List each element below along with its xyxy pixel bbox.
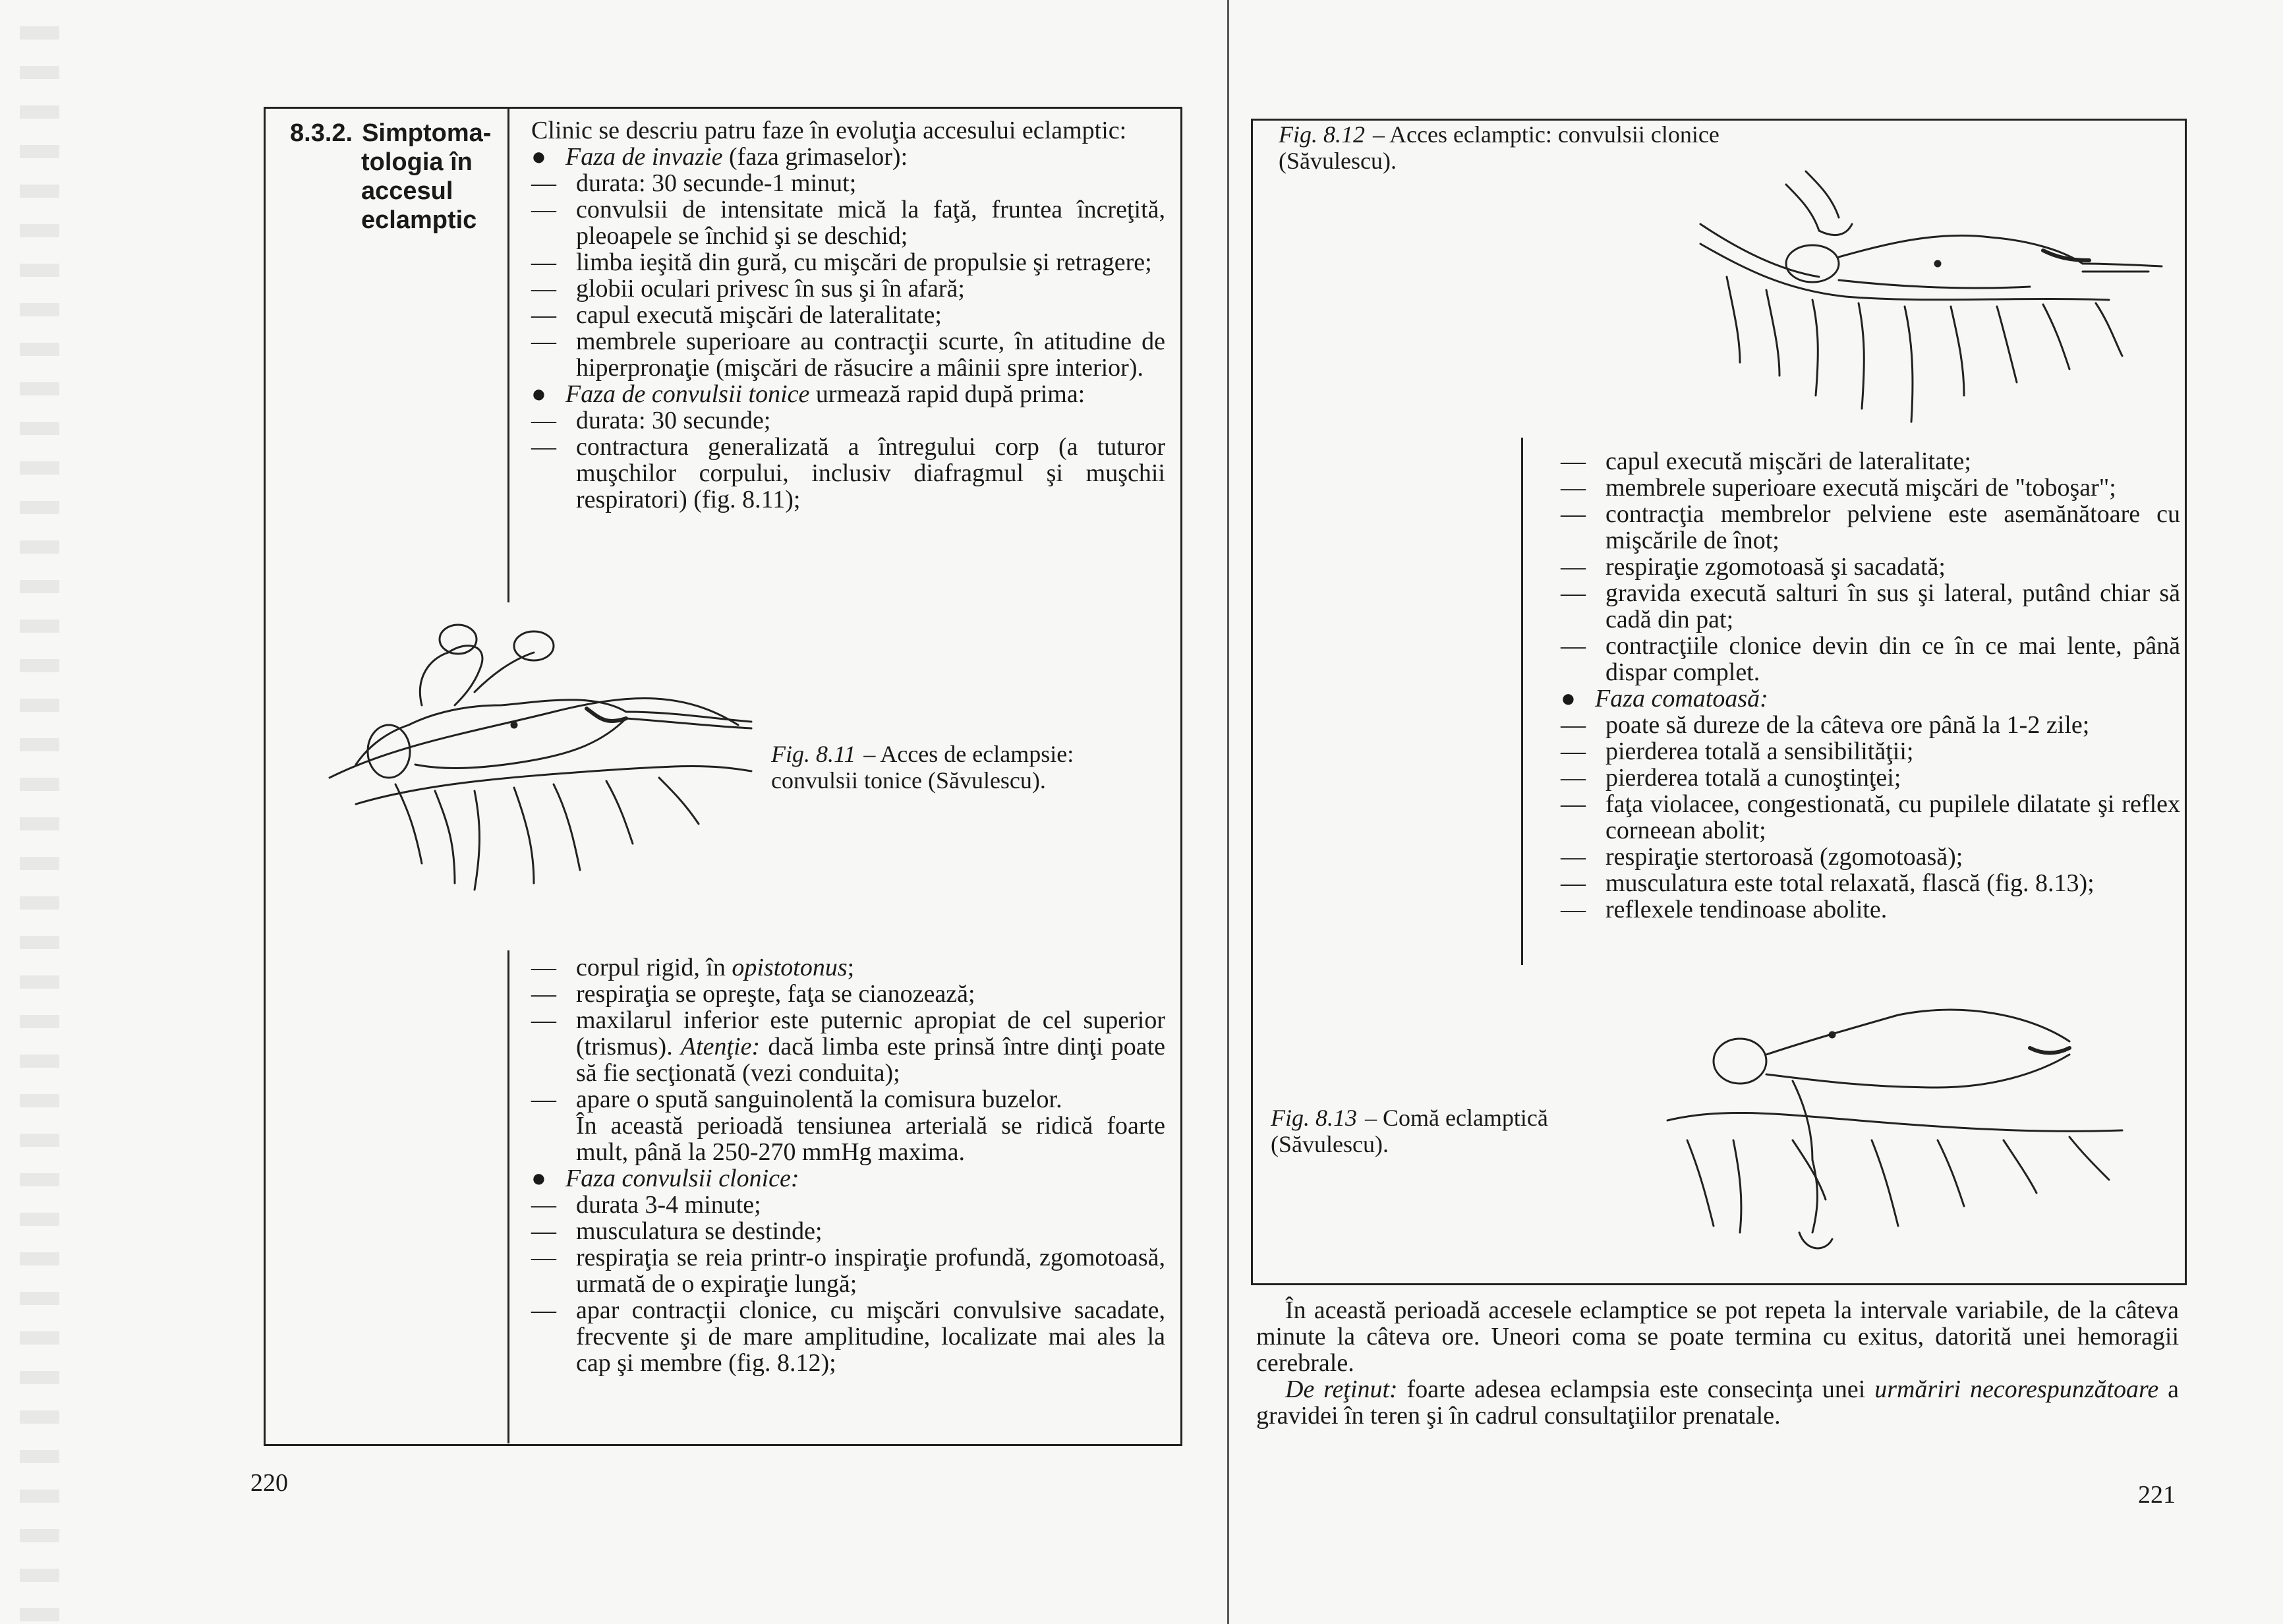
list-item [531, 1244, 1165, 1297]
dash-icon: — [531, 1217, 556, 1245]
dash-icon: — [531, 1296, 556, 1324]
dash-icon: — [531, 980, 556, 1008]
paragraph-text: foarte adesea eclampsia este consecinţa unei [1397, 1376, 1875, 1403]
phase-tonic-heading [531, 381, 1165, 407]
list-item-text: ; [847, 954, 855, 981]
section-title-line: Simptoma- [362, 119, 492, 147]
list-item-text: capul execută mişcări de lateralitate; [1605, 448, 1971, 475]
list-item-text: convulsii de intensitate mică la faţă, fruntea încreţită, pleoapele se închid şi se deschid; [576, 196, 1165, 250]
dash-icon: — [1561, 764, 1586, 792]
figure-label: Fig. 8.12 [1279, 121, 1365, 148]
list-item [1561, 633, 2180, 685]
section-title-line: tologia în [361, 148, 473, 176]
list-item-text: durata 3-4 minute; [576, 1191, 761, 1219]
list-item-text: respiraţie zgomotoasă şi sacadată; [1605, 553, 1946, 581]
bullet-icon: ● [531, 380, 546, 408]
list-item [1561, 870, 2180, 896]
bullet-icon: ● [531, 1165, 546, 1192]
dash-icon: — [531, 407, 556, 434]
list-item [531, 407, 1165, 434]
dash-icon: — [1561, 448, 1586, 475]
dash-icon: — [1561, 711, 1586, 739]
figure-caption-text: – Acces eclamptic: convulsii clonice (Săvulescu). [1279, 121, 1719, 174]
page-number-left: 220 [250, 1469, 288, 1497]
list-item-text: corpul rigid, în [576, 954, 732, 981]
dash-icon: — [1561, 579, 1586, 607]
list-item [1561, 475, 2180, 501]
list-item-text: poate să dureze de la câteva ore până la 1-2 zile; [1605, 711, 2090, 739]
binding-shadow [20, 0, 59, 1624]
list-item [1561, 580, 2180, 633]
list-item [1561, 844, 2180, 870]
note-label: De reţinut: [1285, 1376, 1398, 1403]
list-item-text: apar contracţii clonice, cu mişcări convulsive sacadate, frecvente şi de mare amplitudine, localizate mai ales la cap şi membre (fig. 8.12); [576, 1296, 1165, 1377]
dash-icon: — [531, 301, 556, 329]
list-item-text: contracţiile clonice devin din ce în ce mai lente, până dispar complet. [1605, 632, 2180, 686]
list-item [1561, 896, 2180, 923]
dash-icon: — [531, 169, 556, 197]
list-item-text: respiraţia se opreşte, faţa se cianozează; [576, 980, 975, 1008]
phase-name: Faza de convulsii tonice [565, 380, 810, 408]
dash-icon: — [531, 275, 556, 303]
list-item [531, 302, 1165, 328]
dash-icon: — [531, 328, 556, 355]
list-item-text: musculatura este total relaxată, flască (fig. 8.13); [1605, 869, 2095, 897]
phase-rest: urmează rapid după prima: [809, 380, 1085, 408]
list-item [531, 954, 1165, 981]
dash-icon: — [1561, 843, 1586, 871]
list-item-text: musculatura se destinde; [576, 1217, 823, 1245]
list-item-text: apare o spută sanguinolentă la comisura buzelor. [576, 1086, 1062, 1113]
list-item [531, 981, 1165, 1007]
figure-8-13-illustration [1661, 989, 2162, 1272]
phase-clonic-heading [531, 1165, 1165, 1192]
phase-invasion-heading [531, 144, 1165, 170]
list-item [531, 170, 1165, 196]
dash-icon: — [1561, 869, 1586, 897]
list-item-text: membrele superioare au contracţii scurte, în atitudine de hiperpronaţie (mişcări de răsucire a mâinii spre interior). [576, 328, 1165, 382]
list-item [1561, 554, 2180, 580]
dash-icon: — [531, 1244, 556, 1271]
list-item [1561, 765, 2180, 791]
figure-8-13-caption [1271, 1105, 1600, 1157]
attention-label: Atenţie: [680, 1033, 761, 1060]
list-item-italic: opistotonus [732, 954, 848, 981]
bottom-paragraph-2 [1256, 1376, 2179, 1429]
right-column-top [1561, 448, 2180, 923]
list-item-text: gravida execută salturi în sus şi lateral, putând chiar să cadă din pat; [1605, 579, 2180, 633]
paragraph-italic: urmăriri necorespunzătoare [1874, 1376, 2159, 1403]
left-column-divider-2 [507, 950, 509, 1443]
list-item-text: dacă limba este prinsă între dinţi poate să fie secţionată (vezi conduita); [576, 1033, 1166, 1087]
list-item [531, 1086, 1165, 1113]
phase-rest: (faza grimaselor): [722, 143, 908, 171]
list-item [531, 249, 1165, 276]
list-item-text: contractura generalizată a întregului corp (a tuturor muşchilor corpului, inclusiv diafragmul şi muşchii respiratori) (fig. 8.11); [576, 433, 1165, 513]
dash-icon: — [531, 1006, 556, 1034]
list-item [531, 328, 1165, 381]
list-item-text: durata: 30 secunde-1 minut; [576, 169, 857, 197]
dash-icon: — [1561, 553, 1586, 581]
right-column-divider [1521, 438, 1523, 965]
figure-8-12-illustration [1687, 158, 2175, 435]
list-item [1561, 738, 2180, 765]
blood-pressure-note: În această perioadă tensiunea arterială se ridică foarte mult, până la 250-270 mmHg maxima. [576, 1112, 1165, 1166]
list-item-text: respiraţia se reia printr-o inspiraţie profundă, zgomotoasă, urmată de o expiraţie lungă; [576, 1244, 1165, 1298]
list-item-text: contracţia membrelor pelviene este asemănătoare cu mişcările de înot; [1605, 500, 2180, 554]
dash-icon: — [531, 248, 556, 276]
list-item-text: pierderea totală a sensibilităţii; [1605, 738, 1914, 765]
dash-icon: — [531, 1191, 556, 1219]
list-item [531, 1218, 1165, 1244]
figure-caption-text: – Comă eclamptică (Săvulescu). [1271, 1105, 1548, 1157]
list-item [531, 276, 1165, 302]
list-item [1561, 501, 2180, 554]
list-item [531, 1297, 1165, 1376]
bullet-icon: ● [1561, 685, 1576, 712]
intro-paragraph: Clinic se descriu patru faze în evoluţia accesului eclamptic: [531, 117, 1127, 144]
figure-label: Fig. 8.13 [1271, 1105, 1357, 1131]
list-item-text: durata: 30 secunde; [576, 407, 771, 434]
section-number: 8.3.2. [290, 119, 353, 147]
figure-label: Fig. 8.11 [771, 741, 856, 767]
list-item [1561, 712, 2180, 738]
book-spine [1227, 0, 1229, 1624]
left-column-top [531, 117, 1165, 513]
section-title [290, 119, 501, 235]
figure-8-11-caption [771, 741, 1167, 794]
dash-icon: — [1561, 790, 1586, 818]
list-item-text: respiraţie stertoroasă (zgomotoasă); [1605, 843, 1963, 871]
figure-caption-text: – Acces de eclampsie: convulsii tonice (Săvulescu). [771, 741, 1074, 794]
list-item-text: membrele superioare execută mişcări de "toboşar"; [1605, 474, 2116, 502]
left-column-divider [507, 107, 509, 602]
dash-icon: — [531, 433, 556, 461]
list-item-text: faţa violacee, congestionată, cu pupilele dilatate şi reflex corneean abolit; [1605, 790, 2180, 844]
dash-icon: — [531, 1086, 556, 1113]
list-item-text: maxilarul inferior este puternic apropiat de cel superior (trismus). [576, 1006, 1165, 1060]
dash-icon: — [1561, 500, 1586, 528]
page-number-right: 221 [2138, 1481, 2176, 1509]
list-item-text: limba ieşită din gură, cu mişcări de propulsie şi retragere; [576, 248, 1152, 276]
list-item-text: globii oculari privesc în sus şi în afară; [576, 275, 965, 303]
dash-icon: — [531, 954, 556, 981]
paragraph-text: a gravidei în teren şi în cadrul consultaţiilor prenatale. [1256, 1376, 2179, 1430]
phase-coma-heading [1561, 685, 2180, 712]
dash-icon: — [1561, 896, 1586, 923]
right-bottom-text [1256, 1297, 2179, 1429]
figure-8-11-illustration [316, 613, 791, 903]
list-item [531, 196, 1165, 249]
dash-icon: — [531, 196, 556, 223]
phase-name: Faza comatoasă: [1595, 685, 1768, 712]
bullet-icon: ● [531, 143, 546, 171]
phase-name: Faza convulsii clonice: [565, 1165, 799, 1192]
list-item-text: reflexele tendinoase abolite. [1605, 896, 1888, 923]
dash-icon: — [1561, 738, 1586, 765]
left-column-bottom [531, 954, 1165, 1376]
list-item [1561, 791, 2180, 844]
list-item [531, 1007, 1165, 1086]
section-title-line: eclamptic [361, 206, 477, 234]
dash-icon: — [1561, 474, 1586, 502]
section-title-line: accesul [361, 177, 453, 205]
list-item [531, 434, 1165, 513]
phase-name: Faza de invazie [565, 143, 723, 171]
list-item-text: pierderea totală a cunoştinţei; [1605, 764, 1901, 792]
list-item-text: capul execută mişcări de lateralitate; [576, 301, 942, 329]
list-item [1561, 448, 2180, 475]
list-item [531, 1192, 1165, 1218]
bottom-paragraph-1: În această perioadă accesele eclamptice se pot repeta la intervale variabile, de la câteva minute la câteva ore. Uneori coma se poate termina cu exitus, datorită unei hemoragii cerebrale. [1256, 1296, 2179, 1377]
figure-8-12-caption [1279, 121, 1753, 174]
dash-icon: — [1561, 632, 1586, 660]
